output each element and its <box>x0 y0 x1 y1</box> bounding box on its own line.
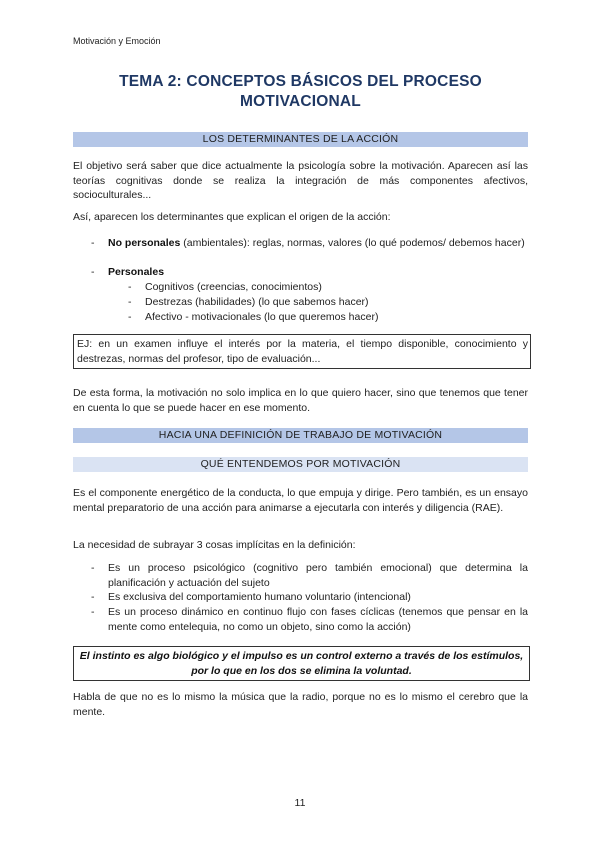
paragraph-necesidad: La necesidad de subrayar 3 cosas implícitas en la definición: <box>73 539 356 551</box>
paragraph-objetivo: El objetivo será saber que dice actualmente la psicología sobre la motivación. Aparecen así las teorías cognitivas donde se realiza la integración de más componentes afectivos, socioculturales... <box>73 160 528 201</box>
paragraph-determinantes: Así, aparecen los determinantes que explican el origen de la acción: <box>73 211 391 223</box>
paragraph-forma: De esta forma, la motivación no solo implica en lo que quiero hacer, sino que tenemos que tener en cuenta lo que se puede hacer en ese momento. <box>73 387 528 414</box>
sublist-item: Cognitivos (creencias, conocimientos) <box>145 281 322 293</box>
page-title <box>73 72 528 112</box>
paragraph-componente: Es el componente energético de la conducta, lo que empuja y dirige. Pero también, es un ensayo mental preparatorio de una acción para animarse a ejecutarla con interés y diligencia (RAE). <box>73 487 528 514</box>
list-item-text: (ambientales): reglas, normas, valores (lo qué podemos/ debemos hacer) <box>180 237 525 249</box>
paragraph-musica: Habla de que no es lo mismo la música que la radio, porque no es lo mismo el cerebro que la mente. <box>73 691 528 718</box>
sublist-item: Destrezas (habilidades) (lo que sabemos hacer) <box>145 296 369 308</box>
title-line-2: MOTIVACIONAL <box>240 93 361 110</box>
title-line-1: TEMA 2: CONCEPTOS BÁSICOS DEL PROCESO <box>119 73 482 90</box>
list-marker: - <box>128 281 132 293</box>
running-header: Motivación y Emoción <box>73 36 161 46</box>
list-marker: - <box>91 591 95 603</box>
list-item: Es un proceso dinámico en continuo flujo con fases cíclicas (tenemos que pensar en la mente como entelequia, no como un objeto, sino como la acción) <box>108 606 528 633</box>
page-number: 11 <box>294 797 306 809</box>
list-item-bold: Personales <box>108 266 165 278</box>
list-marker: - <box>128 311 132 323</box>
sublist-item: Afectivo - motivacionales (lo que queremos hacer) <box>145 311 379 323</box>
list-marker: - <box>91 237 95 249</box>
list-marker: - <box>91 606 95 618</box>
list-item: Es un proceso psicológico (cognitivo pero también emocional) que determina la planificación y actuación del sujeto <box>108 562 528 589</box>
list-item-personales <box>108 265 164 280</box>
quote-box: El instinto es algo biológico y el impulso es un control externo a través de los estímulos, por lo que en los dos se elimina la voluntad. <box>73 646 530 681</box>
list-marker: - <box>128 296 132 308</box>
list-item-bold: No personales <box>108 237 181 249</box>
section-heading-definicion: HACIA UNA DEFINICIÓN DE TRABAJO DE MOTIVACIÓN <box>73 428 528 443</box>
example-box: EJ: en un examen influye el interés por la materia, el tiempo disponible, conocimiento y destrezas, normas del profesor, tipo de evaluación... <box>73 334 531 369</box>
subsection-heading-motivacion: QUÉ ENTENDEMOS POR MOTIVACIÓN <box>73 457 528 472</box>
section-heading-determinantes: LOS DETERMINANTES DE LA ACCIÓN <box>73 132 528 147</box>
list-item: Es exclusiva del comportamiento humano voluntario (intencional) <box>108 591 411 603</box>
list-marker: - <box>91 266 95 278</box>
list-marker: - <box>91 562 95 574</box>
list-item-no-personales <box>108 236 528 251</box>
